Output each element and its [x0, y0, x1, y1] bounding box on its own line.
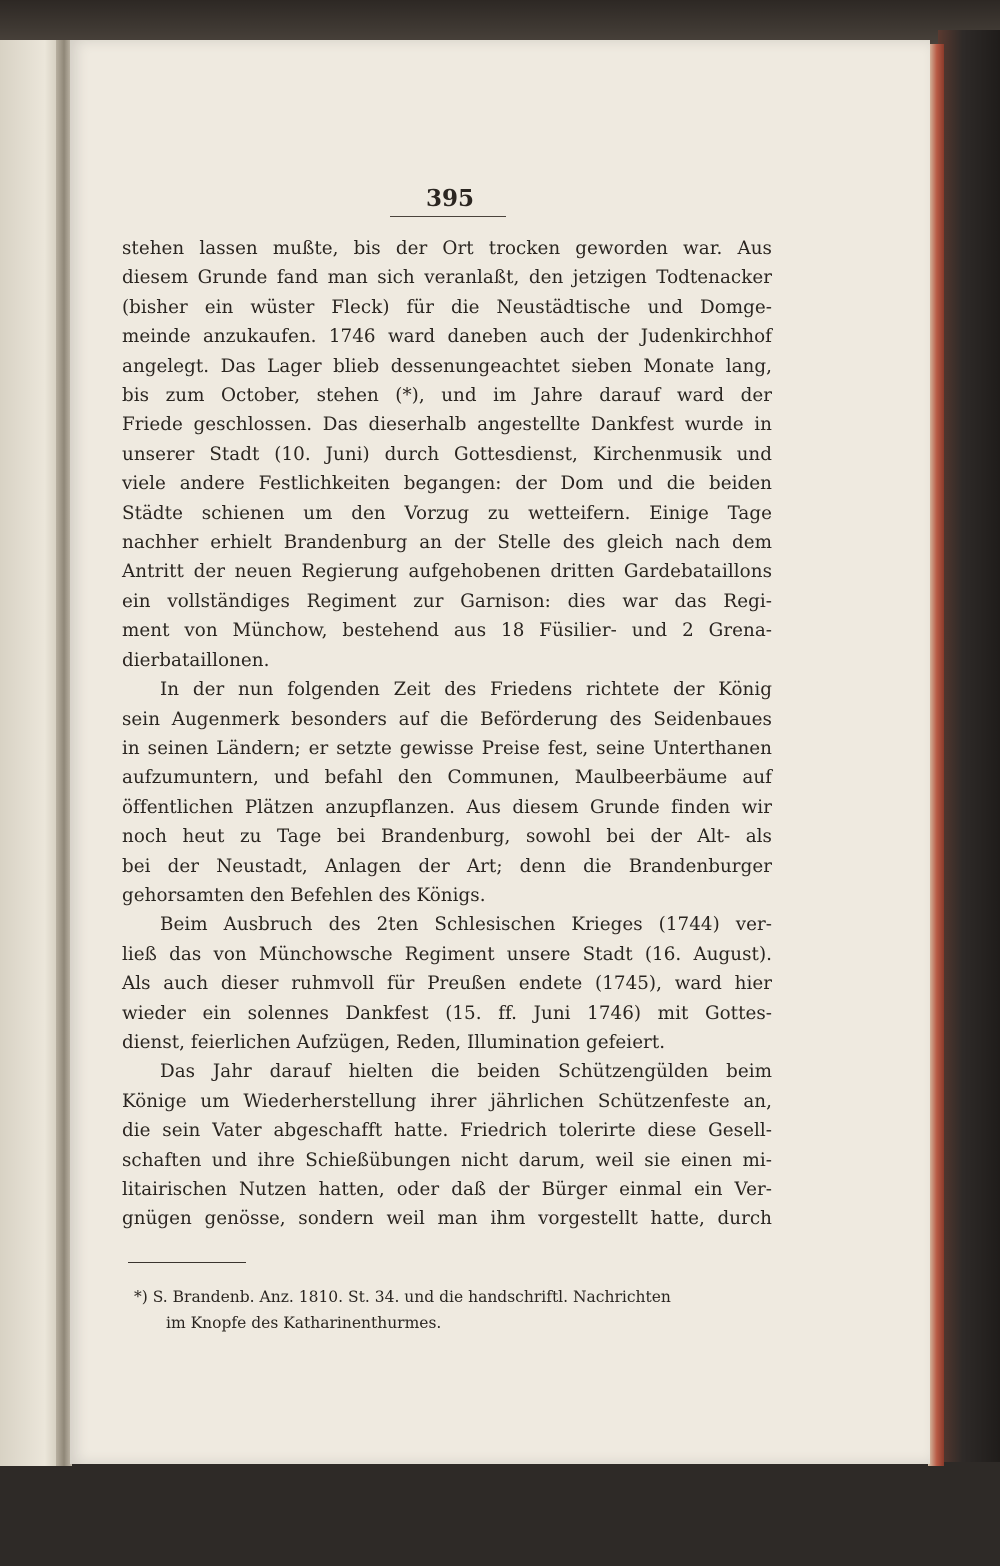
- text-line: stehen lassen mußte, bis der Ort trocken geworden war. Aus: [122, 238, 772, 259]
- text-line: sein Augenmerk besonders auf die Beförderung des Seidenbaues: [122, 708, 772, 730]
- text-line: angelegt. Das Lager blieb dessenungeachtet sieben Monate lang,: [122, 355, 772, 377]
- text-line: bis zum October, stehen (*), und im Jahre darauf ward der: [122, 385, 772, 407]
- text-line: Städte schienen um den Vorzug zu wetteifern. Einige Tage: [122, 502, 772, 524]
- text-line: In der nun folgenden Zeit des Friedens richtete der König: [160, 679, 772, 701]
- text-line: gnügen genösse, sondern weil man ihm vorgestellt hatte, durch: [122, 1208, 772, 1230]
- text-line: Könige um Wiederherstellung ihrer jährlichen Schützenfeste an,: [122, 1090, 772, 1112]
- facing-page-edge: [0, 40, 64, 1466]
- text-line: schaften und ihre Schießübungen nicht darum, weil sie einen mi-: [122, 1149, 772, 1171]
- footnote-rule: [128, 1262, 246, 1263]
- text-line: meinde anzukaufen. 1746 ward daneben auch der Judenkirchhof: [122, 326, 772, 348]
- text-line: Beim Ausbruch des 2ten Schlesischen Krieges (1744) ver-: [160, 914, 772, 936]
- text-line: nachher erhielt Brandenburg an der Stelle des gleich nach dem: [122, 532, 772, 554]
- text-line: ment von Münchow, bestehend aus 18 Füsilier- und 2 Grena-: [122, 620, 772, 642]
- text-line: wieder ein solennes Dankfest (15. ff. Juni 1746) mit Gottes-: [122, 1002, 772, 1024]
- text-line: ließ das von Münchowsche Regiment unsere Stadt (16. August).: [122, 943, 772, 965]
- page-number: 395: [425, 185, 474, 212]
- text-line: öffentlichen Plätzen anzupflanzen. Aus diesem Grunde finden wir: [122, 796, 772, 818]
- text-line: (bisher ein wüster Fleck) für die Neustädtische und Domge-: [122, 296, 772, 318]
- text-line: ein vollständiges Regiment zur Garnison: dies war das Regi-: [122, 590, 772, 612]
- text-line: Antritt der neuen Regierung aufgehobenen dritten Gardebataillons: [122, 561, 772, 583]
- book-cover-right: [938, 30, 1000, 1566]
- text-line: dierbataillonen.: [122, 649, 270, 671]
- book-cover-bottom: [0, 1462, 1000, 1566]
- text-line: die sein Vater abgeschafft hatte. Friedrich tolerirte diese Gesell-: [122, 1120, 772, 1142]
- text-line: litairischen Nutzen hatten, oder daß der Bürger einmal ein Ver-: [122, 1179, 772, 1200]
- text-line: Das Jahr darauf hielten die beiden Schützengülden beim: [160, 1061, 772, 1083]
- text-line: diesem Grunde fand man sich veranlaßt, den jetzigen Todtenacker: [122, 267, 772, 289]
- text-line: bei der Neustadt, Anlagen der Art; denn die Brandenburger: [122, 855, 772, 877]
- text-line: viele andere Festlichkeiten begangen: der Dom und die beiden: [122, 473, 772, 495]
- header-rule: [390, 216, 506, 217]
- text-line: noch heut zu Tage bei Brandenburg, sowohl bei der Alt- als: [122, 826, 772, 848]
- text-line: aufzumuntern, und befahl den Communen, Maulbeerbäume auf: [122, 767, 772, 789]
- text-line: unserer Stadt (10. Juni) durch Gottesdienst, Kirchenmusik und: [122, 443, 772, 465]
- footnote: [134, 1284, 774, 1336]
- footnote-line: *) S. Brandenb. Anz. 1810. St. 34. und die handschriftl. Nachrichten: [134, 1288, 671, 1306]
- text-line: gehorsamten den Befehlen des Königs.: [122, 884, 486, 906]
- text-line: dienst, feierlichen Aufzügen, Reden, Illumination gefeiert.: [122, 1031, 666, 1053]
- footnote-line: im Knopfe des Katharinenthurmes.: [166, 1314, 442, 1332]
- page-edge-red: [928, 44, 944, 1466]
- body-text: [122, 234, 772, 1234]
- text-line: Friede geschlossen. Das dieserhalb angestellte Dankfest wurde in: [122, 414, 772, 436]
- text-line: in seinen Ländern; er setzte gewisse Preise fest, seine Unterthanen: [122, 737, 772, 759]
- text-line: Als auch dieser ruhmvoll für Preußen endete (1745), ward hier: [122, 973, 772, 995]
